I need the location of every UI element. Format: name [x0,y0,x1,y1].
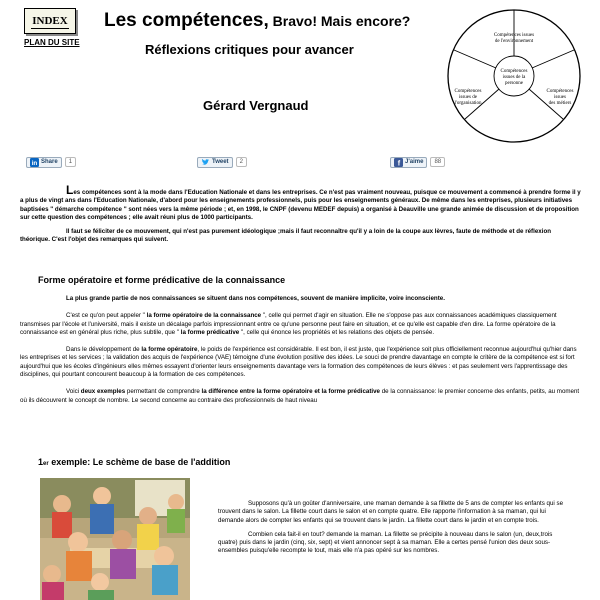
title-main: Les compétences, [104,10,269,31]
index-label: INDEX [32,15,68,27]
heading-text: exemple: Le schème de base de l'addition [48,457,231,467]
section-heading-forme: Forme opératoire et forme prédicative de la connaissance [38,275,286,285]
intro-text-1: es compétences sont à la mode dans l'Education Nationale et dans les entreprises. Ce n'est pas vraiment nouveau, puisque ce mouvement a commencé à prendre forme il y a plus de vingt ans dans l'Education Nationale, d'abord pour les enseignements professionnels, puis pour les enseignements généraux. De même dans les entreprises, plusieurs initiatives baptisées " démarche compétence " sont nées vers la même période ; et, en 1998, le CNPF (devenu MEDEF depuis) a organisé à Deauville une grande animée de discussion et de proposition sur cette question des compétences ; elle avait réuni plus de 1000 participants. [20,189,581,221]
page-subtitle: Réflexions critiques pour avancer [145,42,354,57]
forme-paragraph-2 [20,346,582,379]
diagram-center-line1: Compétences [500,69,528,74]
difference-term: la différence entre la forme opératoire et la forme prédicative [201,388,380,396]
section-heading-exemple [38,457,230,467]
diagram-left-line1: Compétences [454,89,482,94]
deux-exemples-term: deux exemples [80,388,126,396]
site-map-link[interactable]: PLAN DU SITE [24,38,80,47]
diagram-left-line3: l'organisation [454,101,482,106]
exemple-section [218,500,564,562]
tweet-button[interactable] [197,157,233,168]
diagram-right-line1: Compétences [546,89,574,94]
svg-text:in: in [31,159,38,167]
text-span: C'est ce qu'on peut appeler " [66,312,145,320]
forme-predicative-term: la forme prédicative [179,328,241,336]
diagram-left-line2: issues de [459,95,477,100]
facebook-like [390,156,445,168]
forme-lead: La plus grande partie de nos connaissances se situent dans nos compétences, souvent de manière implicite, voire inconsciente. [66,295,445,302]
text-span: Voici [66,388,81,396]
text-span: ", celle qui énonce les propriétés et les relations des objets de pensée. [240,328,435,336]
linkedin-share-button[interactable] [26,157,62,168]
svg-text:f: f [397,158,401,167]
diagram-top-line2: de l'environnement [494,39,534,44]
facebook-like-button[interactable] [390,157,427,168]
linkedin-share-label: Share [41,159,58,165]
intro-section [20,183,582,251]
heading-superscript: er [43,461,49,467]
index-button[interactable] [24,8,76,34]
twitter-bird-icon [201,158,210,167]
diagram-top-line1: Compétences issues [493,33,535,38]
text-span: Dans le développement de [66,346,142,354]
exemple-paragraph-1: Supposons qu'à un goûter d'anniversaire, une maman demande à sa fillette de 5 ans de compter les enfants qui se trouvent dans le salon. La fillette court dans le salon et en compte quatre. Elle rapporte l'information à sa maman, qui lui demande alors de compter les enfants qui se trouvent dans le jardin. La fillette court dans le jardin et en compte trois. [218,500,564,524]
competences-diagram [444,6,584,146]
linkedin-share [26,156,76,168]
author-name: Gérard Vergnaud [203,98,309,113]
facebook-count: 88 [430,157,445,167]
intro-text-2: Il faut se féliciter de ce mouvement, qui n'est pas purement idéologique ;mais il faut reconnaître qu'il y a loin de la coupe aux lèvres, faute de méthode et de réflexion théorique. C'est l'objet des remarques qui suivent. [20,228,551,244]
text-span: , le poids de l'expérience est considérable. Il est bon, il est juste, que l'expérience soit plus officiellement reconnue aujourd'hui qu'hier dans les entreprises et les services ; la validation des acquis de l'expérience (VAE) témoigne d'une évolution positive des idées. Le souci de prendre davantage en compte le critère de la compétence est si fort aujourd'hui que les écoles d'ingénieurs elles mêmes essayent d'orienter leurs enseignements davantage vers la formation des compétences de leurs élèves : et pas seulement vers l'apprentissage des disciplines, qui pourtant concourent beaucoup à la formation de ces compétences. [20,346,577,379]
twitter-share [197,156,247,168]
heading-number: 1 [38,457,44,467]
text-span: permettant de comprendre [125,388,202,396]
linkedin-icon [30,158,39,167]
tweet-count: 2 [236,157,247,167]
drop-cap: L [66,183,74,197]
diagram-right-line3: des métiers [548,101,572,106]
classroom-photo [40,478,190,600]
exemple-paragraph-2: Combien cela fait-il en tout? demande la maman. La fillette se précipite à nouveau dans le salon (un, deux,trois quatre) puis dans le jardin (cinq, six, sept) et vient annoncer sept à sa maman. Elle a certes pensé l'union des deux sous-ensembles puisqu'elle recompte le tout, mais elle n'a pas opéré sur les nombres. [218,530,553,555]
diagram-center-line2: issues de la [502,75,526,80]
forme-operatoire-term: la forme opératoire de la connaissance [144,312,263,320]
forme-paragraph-1 [20,312,582,337]
intro-paragraph [20,183,582,222]
text-span: ", celle qui permet d'agir en situation. Elle ne s'oppose pas aux connaissances académiques classiquement transmises par l'école et l'université, mais il existe un décalage parfois impressionnant entre ce qu'une personne peut faire en situation, et ce qu'elle est capable d'en dire. La forme opératoire de la connaissance est en général plus riche, plus subtile, que " [20,312,557,336]
tweet-label: Tweet [212,159,229,165]
page-title [104,10,424,32]
facebook-icon [394,158,403,167]
forme-operatoire-term-2: la forme opératoire [141,346,198,354]
forme-section [20,295,582,411]
forme-paragraph-3 [20,388,582,405]
facebook-like-label: J'aime [405,159,424,165]
linkedin-count: 1 [65,157,76,167]
diagram-center-line3: personne [504,81,524,86]
diagram-right-line2: issues [554,95,566,100]
title-secondary: Bravo! Mais encore? [268,13,411,29]
text-span: de la connaissance: le premier concerne des enfants, petits, au moment où ils découvrent le concept de nombre. Le second concerne au contraire des professionnels de haut niveau [20,388,580,404]
